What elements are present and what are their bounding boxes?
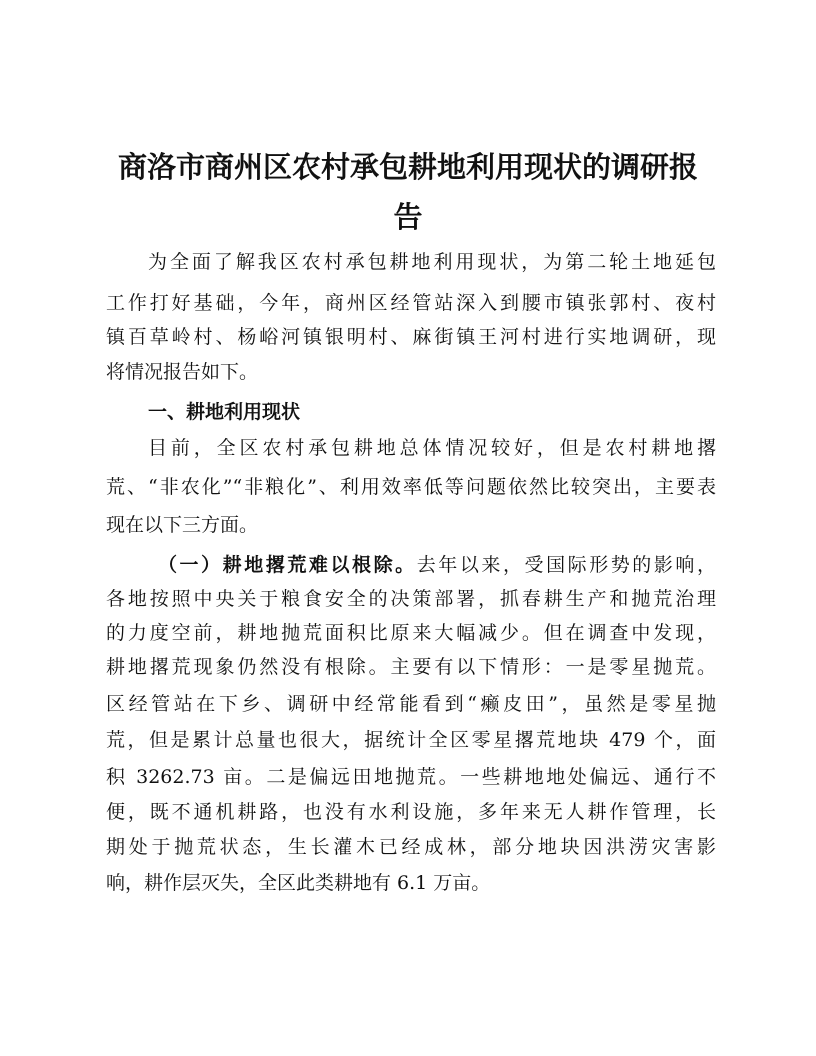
intro-line: 镇百草岭村、杨峪河镇银明村、麻街镇王河村进行实地调研，现 [106,326,716,348]
subsection-lead: （一）耕地撂荒难以根除。 [158,554,417,576]
document-title [110,142,706,242]
subsection-line: 荒，但是累计总量也很大，据统计全区零星撂荒地块 479 个，面 [106,729,716,751]
subsection-line: 耕地撂荒现象仍然没有根除。主要有以下情形：一是零星抛荒。 [106,656,716,678]
subsection-line: 积 3262.73 亩。二是偏远田地抛荒。一些耕地地处偏远、通行不 [106,766,716,788]
section-paragraph-line: 目前，全区农村承包耕地总体情况较好，但是农村耕地撂 [148,437,716,459]
subsection-line: 区经管站在下乡、调研中经常能看到“癞皮田”，虽然是零星抛 [106,693,716,715]
subsection-line: 期处于抛荒状态，生长灌木已经成林，部分地块因洪涝灾害影 [106,836,716,858]
subsection-line: 的力度空前，耕地抛荒面积比原来大幅减少。但在调查中发现， [106,622,716,644]
section-heading: 一、耕地利用现状 [148,401,301,423]
subsection-line: 响，耕作层灭失，全区此类耕地有 6.1 万亩。 [106,872,491,894]
intro-line: 为全面了解我区农村承包耕地利用现状，为第二轮土地延包 [148,251,716,273]
subsection-line: 各地按照中央关于粮食安全的决策部署，抓春耕生产和抛荒治理 [106,588,716,610]
subsection-text: 去年以来，受国际形势的影响， [416,554,716,576]
title-line-2: 告 [393,200,423,234]
title-line-1: 商洛市商州区农村承包耕地利用现状的调研报 [117,150,698,184]
subsection-first-line [106,548,716,582]
intro-line: 将情况报告如下。 [106,361,259,383]
intro-line: 工作打好基础，今年，商州区经管站深入到腰市镇张郭村、夜村 [106,292,716,314]
subsection-line: 便，既不通机耕路，也没有水利设施，多年来无人耕作管理，长 [106,801,716,823]
section-paragraph-line: 荒、“非农化”“非粮化”、利用效率低等问题依然比较突出，主要表 [106,476,716,498]
section-paragraph-line: 现在以下三方面。 [106,514,259,536]
